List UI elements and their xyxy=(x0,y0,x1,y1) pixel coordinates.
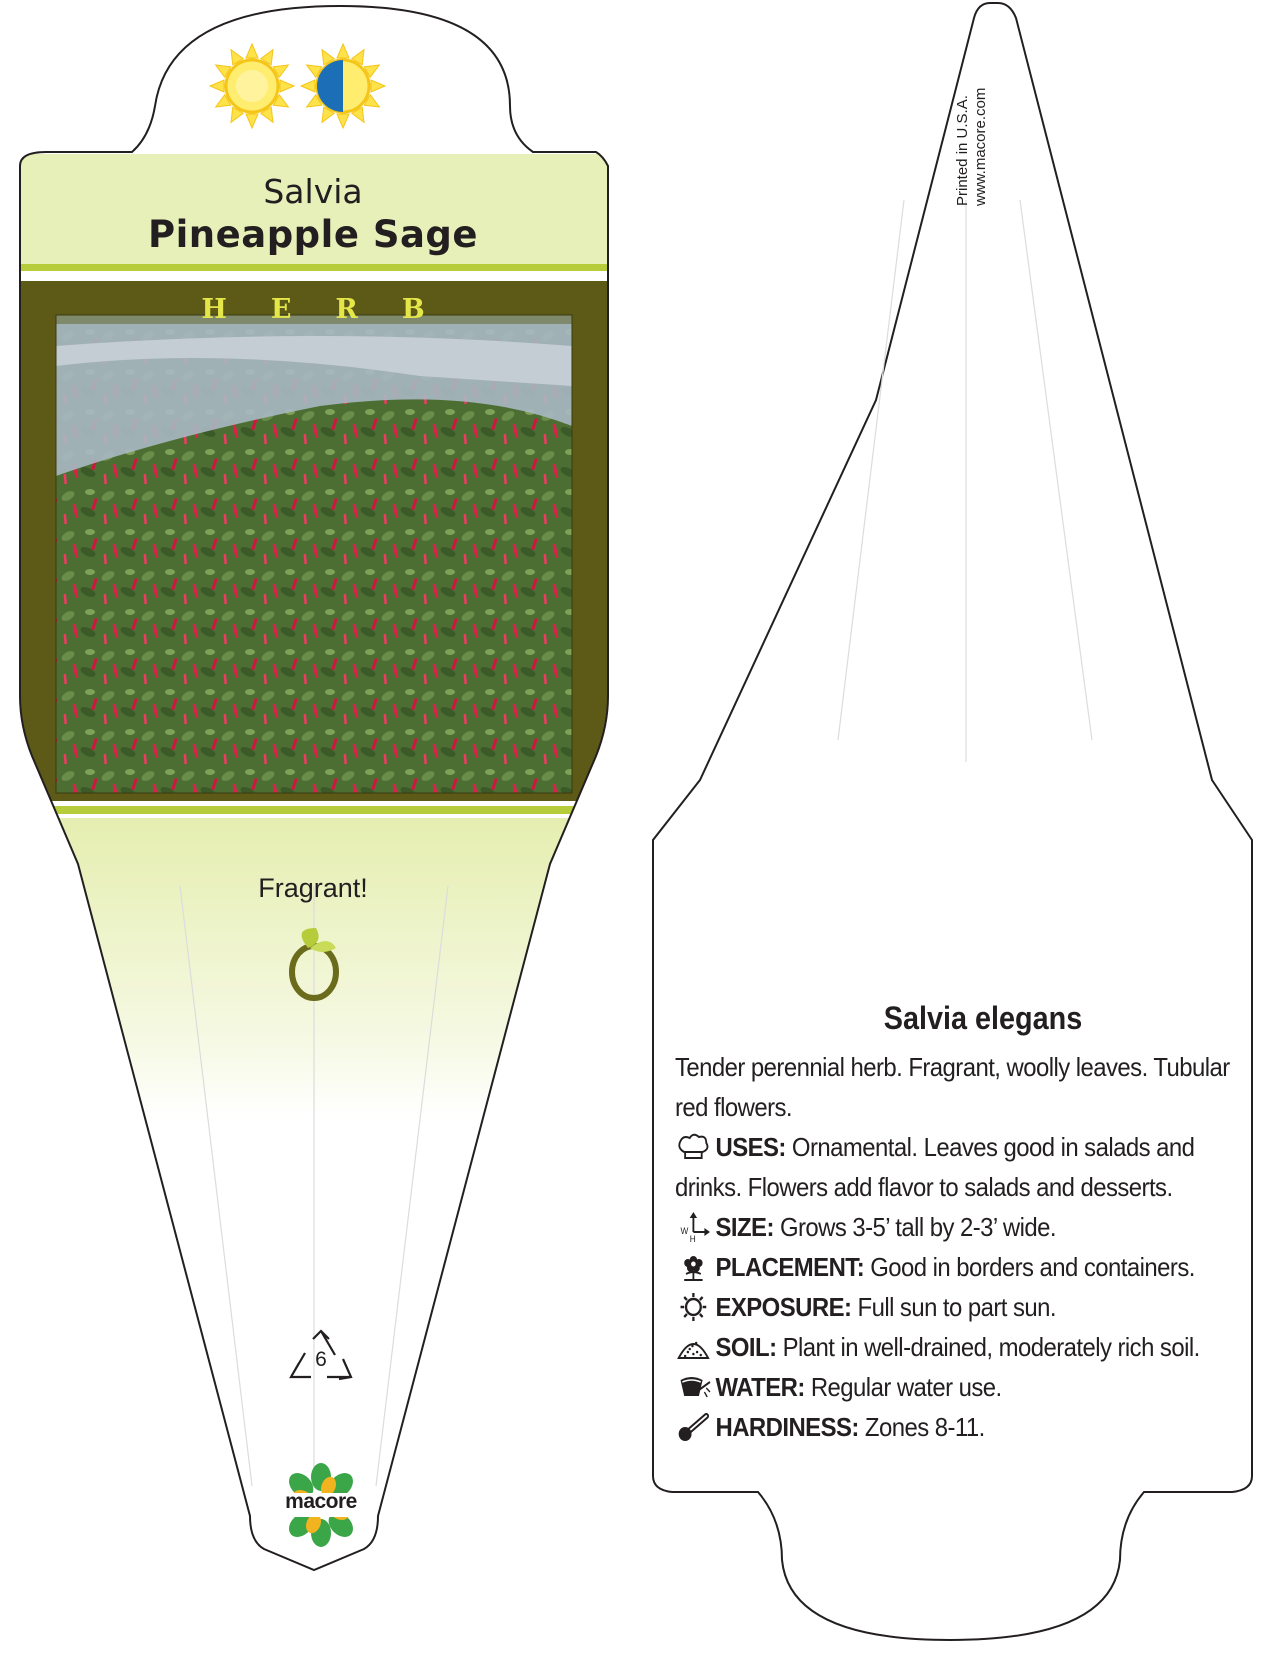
plant-description: Tender perennial herb. Fragrant, woolly leaves. Tubular red flowers. xyxy=(675,1052,1230,1122)
printed-in: Printed in U.S.A. xyxy=(954,95,971,206)
care-row-uses-cont xyxy=(675,1167,1255,1207)
flower-placement-icon xyxy=(675,1252,712,1282)
printed-info xyxy=(954,88,990,206)
care-text: Full sun to part sun. xyxy=(851,1292,1056,1322)
size-arrows-icon xyxy=(675,1212,712,1242)
care-text: drinks. Flowers add flavor to salads and desserts. xyxy=(675,1172,1173,1202)
care-row-water xyxy=(675,1367,1255,1407)
sun-exposure-icon xyxy=(675,1292,712,1322)
care-row-exposure xyxy=(675,1287,1255,1327)
care-text: Grows 3-5’ tall by 2-3’ wide. xyxy=(773,1212,1056,1242)
care-text: Ornamental. Leaves good in salads and xyxy=(785,1132,1195,1162)
recycle-code: 6 xyxy=(315,1348,327,1371)
botanical-name: Salvia elegans xyxy=(883,1000,1083,1036)
tagline: Fragrant! xyxy=(258,873,368,903)
watering-can-icon xyxy=(675,1372,712,1402)
care-row-soil xyxy=(675,1327,1255,1367)
care-label: SIZE: xyxy=(715,1212,774,1242)
care-text: Regular water use. xyxy=(804,1372,1002,1402)
care-row-placement xyxy=(675,1247,1255,1287)
care-label: PLACEMENT: xyxy=(715,1252,865,1282)
care-row-hardiness xyxy=(675,1407,1255,1447)
svg-text:W: W xyxy=(680,1225,688,1237)
back-info xyxy=(675,1000,1261,1447)
care-text: Zones 8-11. xyxy=(858,1412,985,1442)
genus-name: Salvia xyxy=(263,172,363,211)
care-label: USES: xyxy=(715,1132,786,1162)
care-label: SOIL: xyxy=(715,1332,777,1362)
care-text: Plant in well-drained, moderately rich soil. xyxy=(776,1332,1200,1362)
care-row-uses xyxy=(675,1127,1255,1167)
pineapple-sage-plant-photo xyxy=(56,315,572,793)
common-name: Pineapple Sage xyxy=(147,213,479,256)
brand-name: macore xyxy=(285,1490,357,1513)
care-label: HARDINESS: xyxy=(715,1412,859,1442)
chef-hat-icon xyxy=(675,1132,712,1162)
thermometer-icon xyxy=(675,1412,712,1442)
care-row-size xyxy=(675,1207,1255,1247)
soil-pile-icon xyxy=(675,1332,712,1362)
care-label: WATER: xyxy=(715,1372,805,1402)
svg-text:H: H xyxy=(689,1233,696,1242)
website: www.macore.com xyxy=(972,87,989,206)
care-text: Good in borders and containers. xyxy=(864,1252,1195,1282)
care-label: EXPOSURE: xyxy=(715,1292,852,1322)
category-label: HERB xyxy=(201,294,469,325)
